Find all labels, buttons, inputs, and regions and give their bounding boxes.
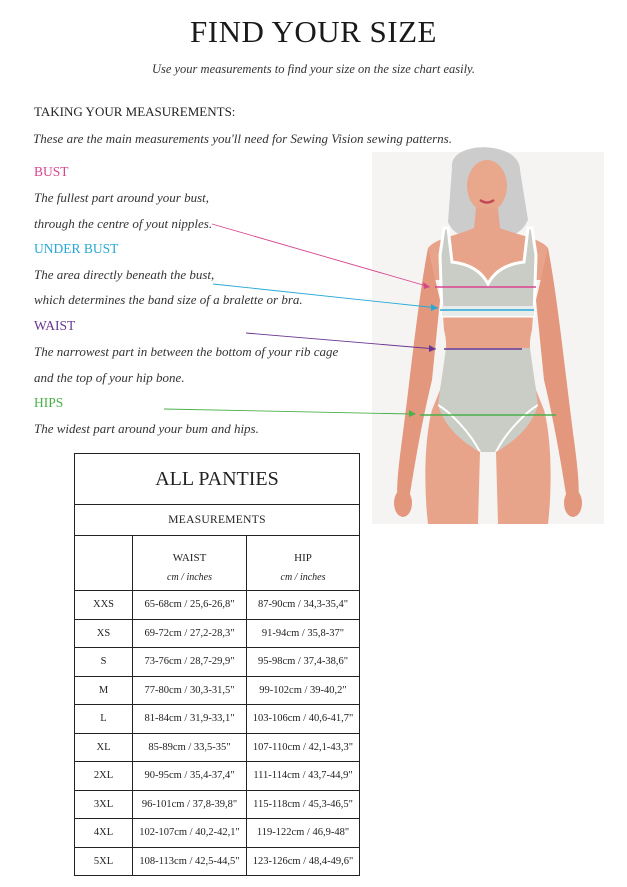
table-row: [75, 676, 360, 705]
size-cell: 4XL: [75, 819, 133, 848]
right-arm-shape: [536, 248, 579, 506]
table-title: ALL PANTIES: [75, 454, 360, 505]
panties-shape: [438, 348, 538, 452]
waist-units-label: cm / inches: [133, 564, 247, 591]
bust-description-line: The fullest part around your bust,: [34, 190, 210, 205]
hip-cell: 99-102cm / 39-40,2": [247, 676, 360, 705]
table-row: [75, 819, 360, 848]
hip-cell: 103-106cm / 40,6-41,7": [247, 705, 360, 734]
hip-cell: 115-118cm / 45,3-46,5": [247, 790, 360, 819]
left-hand-shape: [394, 489, 412, 517]
bust-arrowhead: [423, 282, 430, 289]
under-bust-description-line: which determines the band size of a bralette or bra.: [34, 292, 303, 307]
size-cell: S: [75, 648, 133, 677]
hip-cell: 95-98cm / 37,4-38,6": [247, 648, 360, 677]
bust-label: BUST: [34, 164, 69, 179]
page-subtitle: Use your measurements to find your size on the size chart easily.: [151, 62, 476, 76]
waist-arrowhead: [429, 345, 436, 352]
hip-units-label: cm / inches: [247, 564, 360, 591]
under-bust-label: UNDER BUST: [34, 241, 119, 256]
left-leg-shape: [425, 405, 480, 524]
hips-description-line: The widest part around your bum and hips.: [34, 421, 259, 436]
face-shape: [467, 160, 507, 212]
table-row: [75, 705, 360, 734]
size-header-cell: [75, 536, 133, 591]
waist-cell: 90-95cm / 35,4-37,4": [133, 762, 247, 791]
hip-cell: 119-122cm / 46,9-48": [247, 819, 360, 848]
table-row: [75, 790, 360, 819]
section-heading: TAKING YOUR MEASUREMENTS:: [34, 104, 236, 119]
under-bust-arrowhead: [431, 304, 438, 311]
waist-description-line: and the top of your hip bone.: [34, 370, 185, 385]
waist-cell: 69-72cm / 27,2-28,3": [133, 619, 247, 648]
size-cell: M: [75, 676, 133, 705]
size-cell: 2XL: [75, 762, 133, 791]
hip-cell: 123-126cm / 48,4-49,6": [247, 847, 360, 876]
hip-cell: 91-94cm / 35,8-37": [247, 619, 360, 648]
waist-cell: 96-101cm / 37,8-39,8": [133, 790, 247, 819]
waist-cell: 108-113cm / 42,5-44,5": [133, 847, 247, 876]
waist-cell: 85-89cm / 33,5-35": [133, 733, 247, 762]
right-hand-shape: [564, 489, 582, 517]
right-leg-shape: [496, 405, 551, 524]
hair-shape: [448, 147, 528, 235]
waist-cell: 102-107cm / 40,2-42,1": [133, 819, 247, 848]
waist-label: WAIST: [34, 318, 76, 333]
size-cell: 3XL: [75, 790, 133, 819]
shoulders-shape: [426, 208, 552, 280]
size-cell: 5XL: [75, 847, 133, 876]
table-row: [75, 847, 360, 876]
page-title: FIND YOUR SIZE: [190, 14, 437, 49]
size-cell: XS: [75, 619, 133, 648]
table-subtitle: MEASUREMENTS: [75, 505, 360, 536]
table-row: [75, 733, 360, 762]
waist-cell: 65-68cm / 25,6-26,8": [133, 591, 247, 620]
waist-description-line: The narrowest part in between the bottom of your rib cage: [34, 344, 339, 359]
torso-shape: [432, 270, 544, 410]
bust-description-line: through the centre of yout nipples.: [34, 216, 213, 231]
size-cell: XL: [75, 733, 133, 762]
under-bust-description-line: The area directly beneath the bust,: [34, 267, 215, 282]
waist-cell: 81-84cm / 31,9-33,1": [133, 705, 247, 734]
hips-arrowhead: [409, 410, 416, 417]
bra-shape: [440, 228, 536, 316]
table-row: [75, 762, 360, 791]
section-intro: These are the main measurements you'll need for Sewing Vision sewing patterns.: [33, 131, 452, 146]
table-row: [75, 619, 360, 648]
bra-band-shape: [442, 306, 534, 316]
table-row: [75, 591, 360, 620]
size-cell: XXS: [75, 591, 133, 620]
waist-cell: 73-76cm / 28,7-29,9": [133, 648, 247, 677]
hip-column-header: HIP: [247, 536, 360, 565]
hip-cell: 87-90cm / 34,3-35,4": [247, 591, 360, 620]
size-cell: L: [75, 705, 133, 734]
left-arm-shape: [397, 248, 440, 506]
hip-cell: 107-110cm / 42,1-43,3": [247, 733, 360, 762]
bust-pointer-line: [212, 224, 430, 287]
size-chart-table: [74, 453, 360, 876]
waist-cell: 77-80cm / 30,3-31,5": [133, 676, 247, 705]
waist-column-header: WAIST: [133, 536, 247, 565]
hips-pointer-line: [164, 409, 412, 414]
panties-trim: [438, 405, 538, 452]
hips-label: HIPS: [34, 395, 64, 410]
size-rows: [75, 591, 360, 876]
lips-shape: [480, 200, 494, 203]
hip-cell: 111-114cm / 43,7-44,9": [247, 762, 360, 791]
table-row: [75, 648, 360, 677]
illustration-background: [372, 152, 604, 524]
